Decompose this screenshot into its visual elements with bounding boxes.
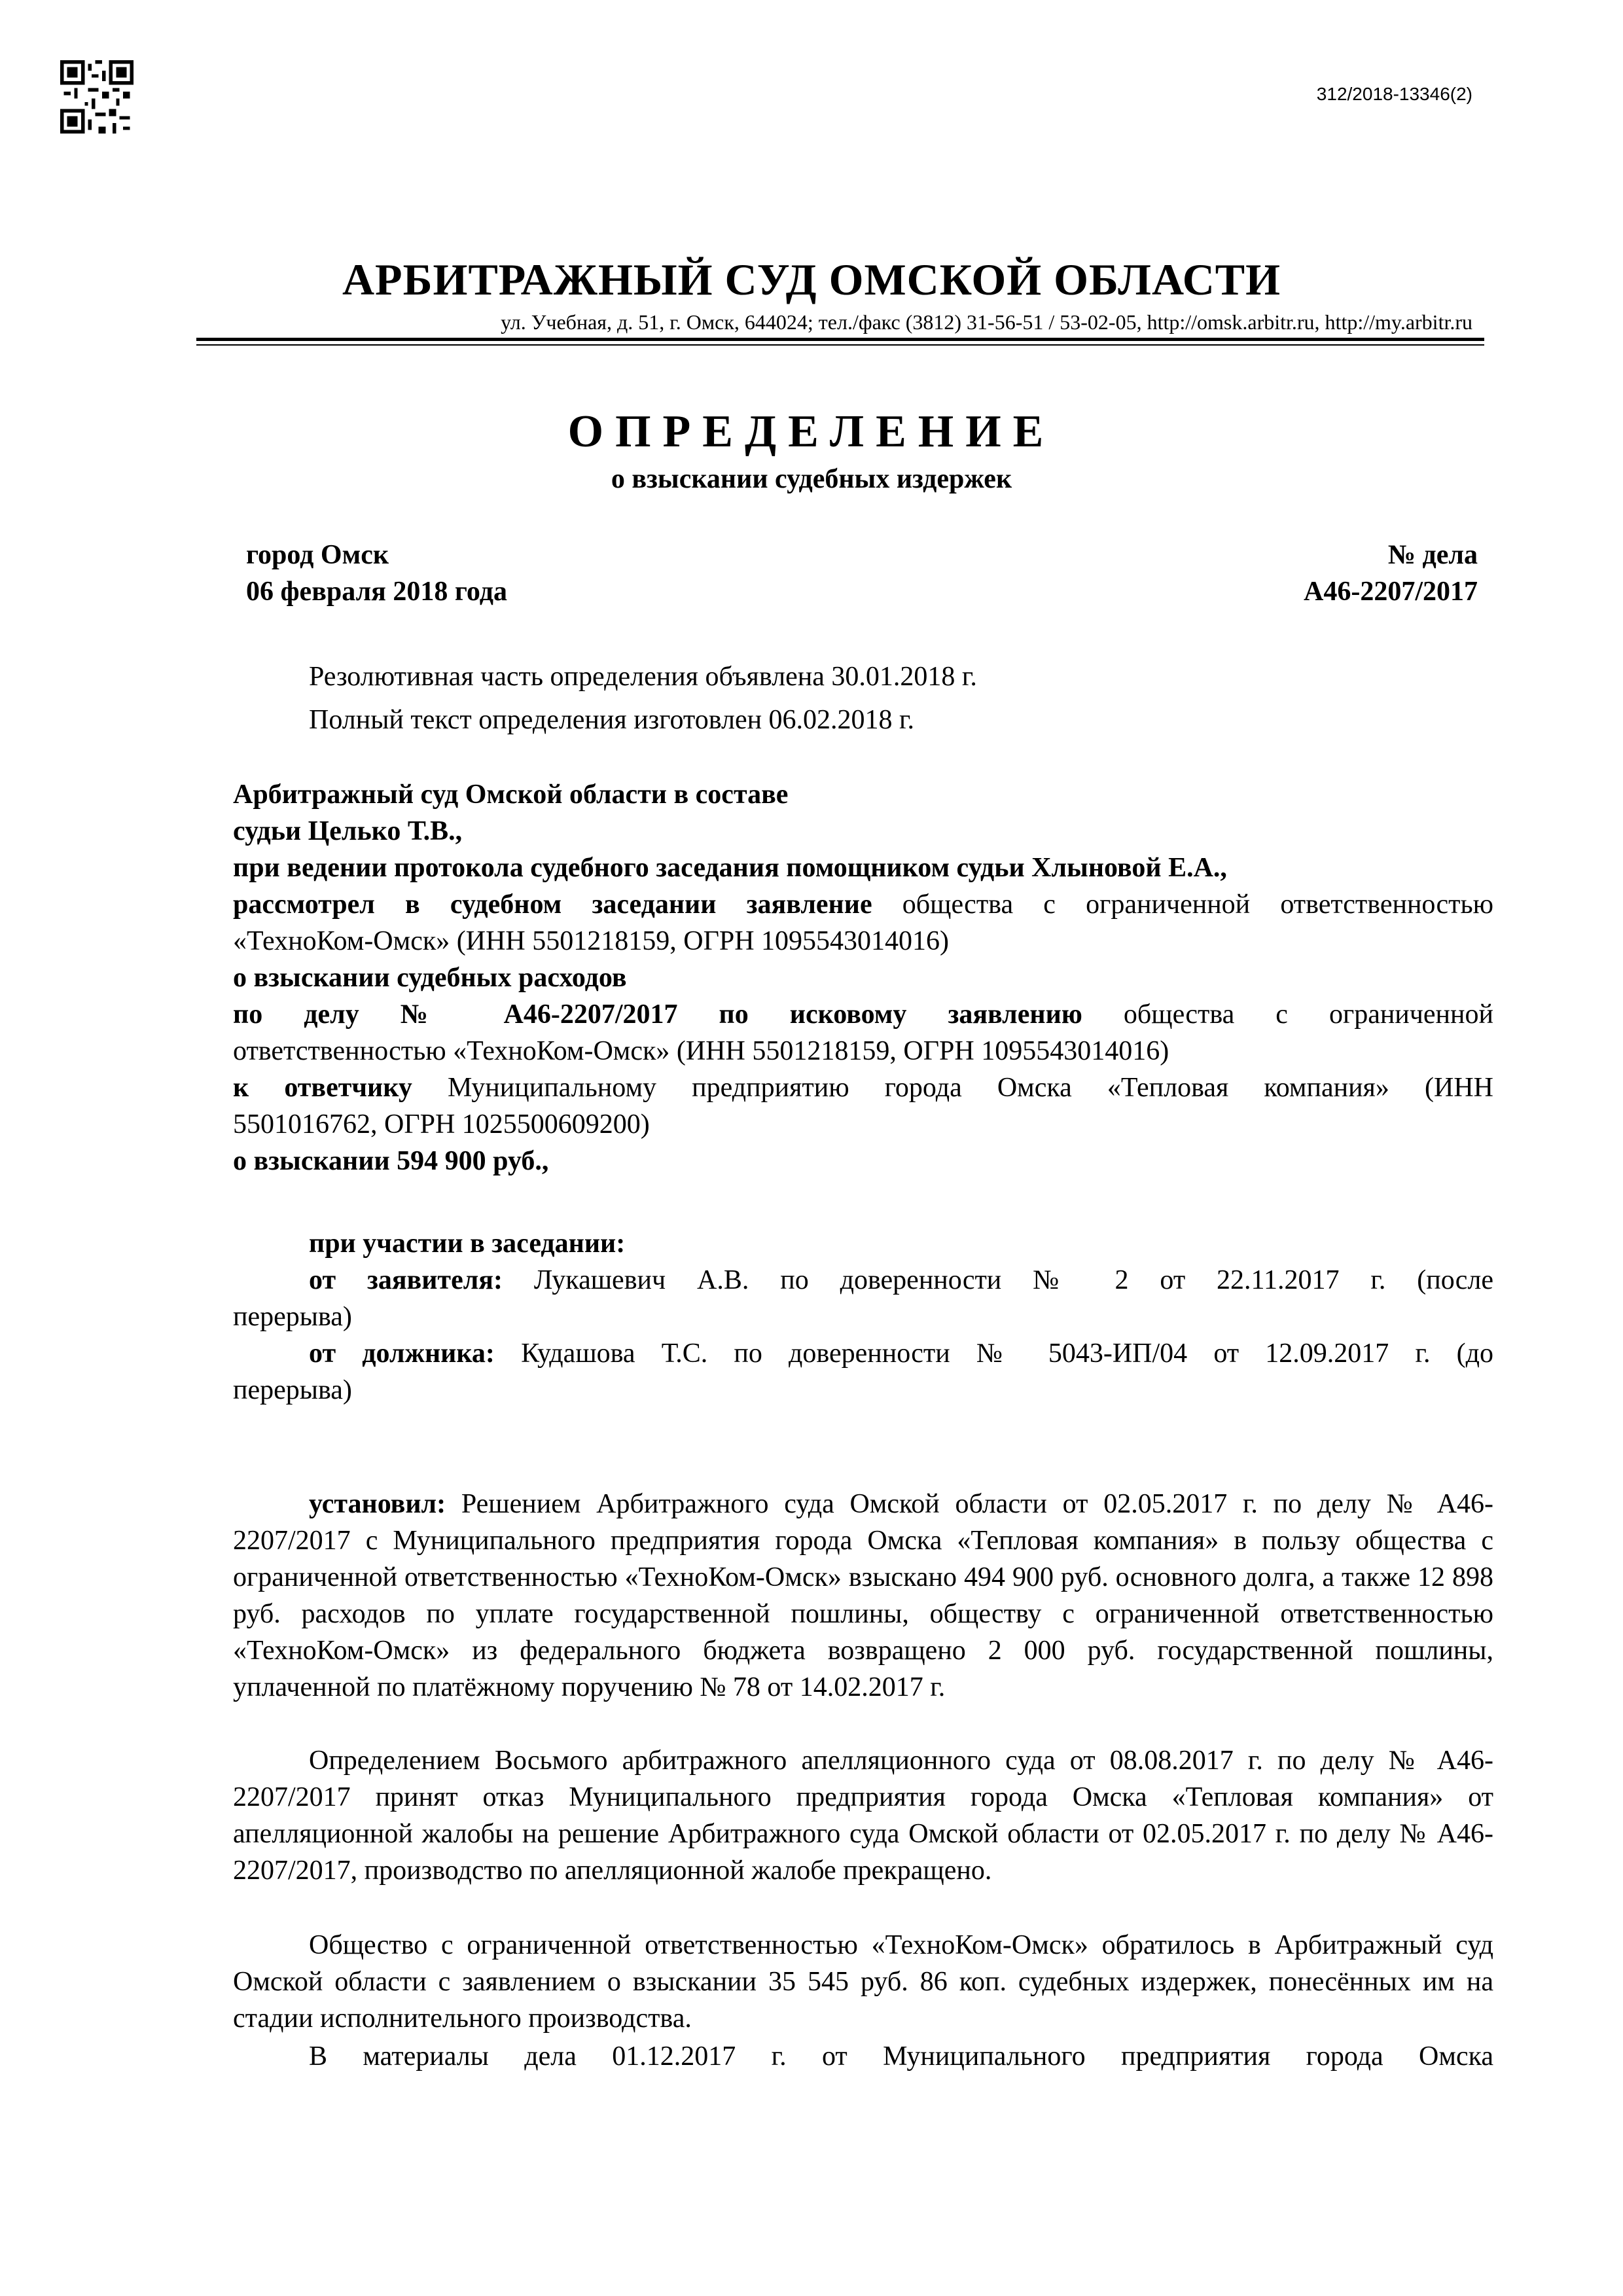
debtor-line: [233, 1335, 1493, 1372]
composition-block: [233, 776, 1493, 1179]
composition-line-7: [233, 996, 1493, 1033]
case-number-block: [1304, 537, 1478, 610]
court-address: ул. Учебная, д. 51, г. Омск, 644024; тел./факс (3812) 31-56-51 / 53-02-05, http://omsk.arbitr.ru, http://my.arbitr.ru: [501, 310, 1472, 334]
case-label: № дела: [1387, 540, 1478, 570]
qr-code: [60, 60, 134, 134]
announcement-block: [233, 658, 1493, 738]
paragraph-4: [233, 2038, 1493, 2075]
header-rule-thick: [196, 338, 1484, 341]
announce-line-1: Резолютивная часть определения объявлена 30.01.2018 г.: [309, 662, 977, 692]
composition-line-5: «ТехноКом-Омск» (ИНН 5501218159, ОГРН 1095543014016): [233, 926, 950, 956]
document-date: 06 февраля 2018 года: [246, 577, 507, 607]
composition-line-11: о взыскании 594 900 руб.,: [233, 1146, 549, 1176]
composition-line-4: [233, 886, 1493, 923]
participants-heading: при участии в заседании:: [309, 1229, 626, 1259]
header-rule-thin: [196, 344, 1484, 346]
respondent-text: Муниципальному предприятию города Омска «Тепловая компания» (ИНН: [412, 1073, 1493, 1103]
debtor-label: от должника:: [309, 1338, 495, 1369]
applicant-label: от заявителя:: [309, 1265, 503, 1295]
composition-line-1: Арбитражный суд Омской области в составе: [233, 780, 789, 810]
document-type: ОПРЕДЕЛЕНИЕ: [567, 406, 1056, 457]
city: город Омск: [246, 540, 389, 570]
case-claim-text: общества с ограниченной: [1082, 999, 1493, 1030]
paragraph-4-line: В материалы дела 01.12.2017 г. от Муниципального предприятия города Омска: [309, 2041, 1493, 2072]
composition-line-9: [233, 1069, 1493, 1106]
composition-line-6: о взыскании судебных расходов: [233, 963, 627, 993]
applicant-line-cont: перерыва): [233, 1302, 352, 1332]
document-subtitle: о взыскании судебных издержек: [611, 464, 1012, 494]
paragraph-3: Общество с ограниченной ответственностью «ТехноКом-Омск» обратилось в Арбитражный суд Омской области с заявлением о взыскании 35 545 руб. 86 коп. судебных издержек, понесённых им на стадии исполнительного производства.: [233, 1930, 1493, 2034]
respondent-label: к ответчику: [233, 1073, 412, 1103]
paragraph-1-text: Решением Арбитражного суда Омской области от 02.05.2017 г. по делу № А46-2207/2017 с Муниципального предприятия города Омска «Тепловая компания» в пользу общества с ограниченной ответственностью «ТехноКом-Омск» взыскано 494 900 руб. основного долга, а также 12 898 руб. расходов по уплате государственной пошлины, обществу с ограниченной ответственностью «ТехноКом-Омск» из федерального бюджета возвращено 2 000 руб. государственной пошлины, уплаченной по платёжному поручению № 78 от 14.02.2017 г.: [233, 1489, 1493, 1702]
case-number: А46-2207/2017: [1304, 577, 1478, 607]
participants-block: [233, 1225, 1493, 1408]
considered-text: общества с ограниченной ответственностью: [872, 889, 1493, 920]
place-date-block: [246, 537, 507, 610]
composition-line-10: 5501016762, ОГРН 1025500609200): [233, 1109, 650, 1139]
considered-label: рассмотрел в судебном заседании заявление: [233, 889, 872, 920]
debtor-line-cont: перерыва): [233, 1375, 352, 1405]
document-number: 312/2018-13346(2): [1316, 84, 1472, 104]
paragraph-2: Определением Восьмого арбитражного апелляционного суда от 08.08.2017 г. по делу № А46-2207/2017 принят отказ Муниципального предприятия города Омска «Тепловая компания» от апелляционной жалобы на решение Арбитражного суда Омской области от 02.05.2017 г. по делу № А46-2207/2017, производство по апелляционной жалобе прекращено.: [233, 1746, 1493, 1886]
announce-line-2: Полный текст определения изготовлен 06.02.2018 г.: [309, 705, 915, 735]
established-label: установил:: [309, 1489, 446, 1519]
applicant-line: [233, 1262, 1493, 1299]
debtor-text: Кудашова Т.С. по доверенности № 5043-ИП/04 от 12.09.2017 г. (до: [494, 1338, 1493, 1369]
composition-line-8: ответственностью «ТехноКом-Омск» (ИНН 5501218159, ОГРН 1095543014016): [233, 1036, 1169, 1066]
case-claim-label: по делу № А46-2207/2017 по исковому заявлению: [233, 999, 1082, 1030]
paragraph-1: [233, 1486, 1493, 1706]
applicant-text: Лукашевич А.В. по доверенности № 2 от 22.11.2017 г. (после: [502, 1265, 1493, 1295]
court-name: АРБИТРАЖНЫЙ СУД ОМСКОЙ ОБЛАСТИ: [342, 255, 1281, 304]
composition-line-2: судьи Целько Т.В.,: [233, 816, 463, 846]
composition-line-3: при ведении протокола судебного заседания помощником судьи Хлыновой Е.А.,: [233, 853, 1227, 883]
